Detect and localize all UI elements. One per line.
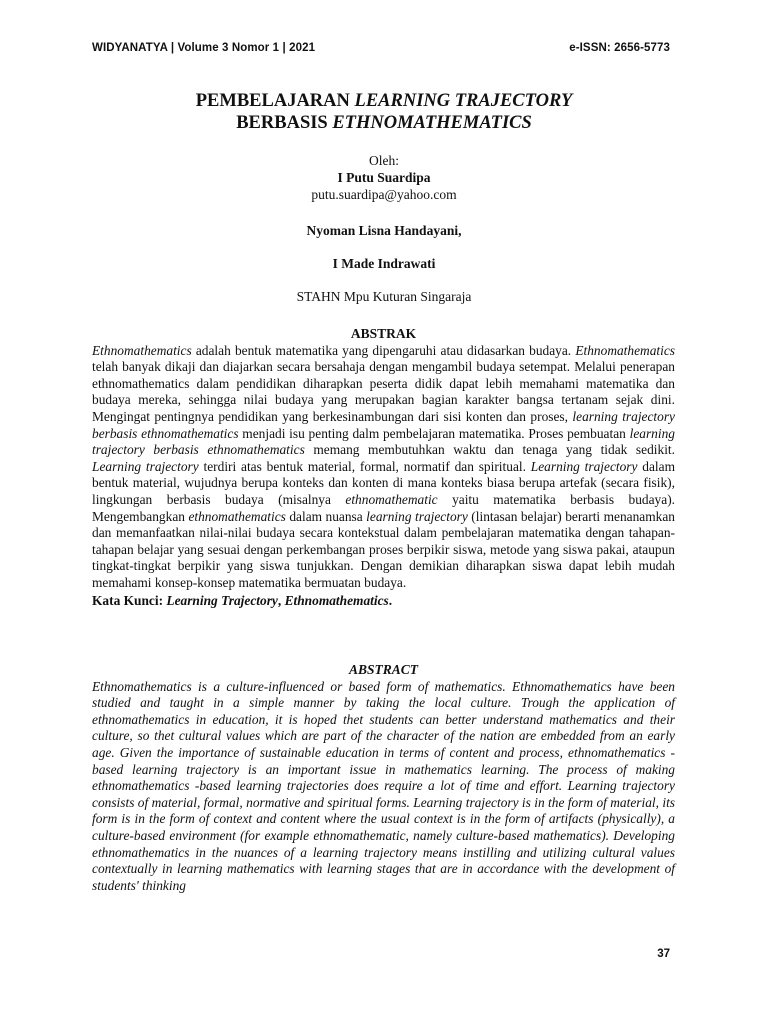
abstract-body: Ethnomathematics is a culture-influenced or based form of mathematics. Ethnomathematics have been studied and taught in a simple manner by taking the local culture. Trough the application of ethnomathematics in education, it is hoped thet students can better understand mathematics and their culture, so thet cultural values which are part of the character of the nation are embedded from an early age. Given the importance of sustainable education in terms of content and process, ethnomathematics -based learning trajectory is an important issue in mathematics learning. The process of making ethnomathematics -based learning trajectories does require a lot of time and effort. Learning trajectory consists of material, formal, normative and spiritual forms. Learning trajectory is in the form of material, its form is in the form of context and content where the usual context is in the form of artifacts (physically), a culture-based environment (for example ethnomathematic, namely culture-based mathematics). Developing ethnomathematics in the nuances of a learning trajectory means instilling and utilizing cultural values contextually in learning mathematics with learning stages that are in accordance with the development of students' thinking: [92, 678, 675, 893]
abstract-section: [92, 662, 675, 894]
issn: e-ISSN: 2656-5773: [569, 42, 670, 54]
keywords: Kata Kunci: Learning Trajectory, Ethnomathematics.: [92, 592, 393, 608]
affiliation: STAHN Mpu Kuturan Singaraja: [296, 289, 472, 304]
author-block: [0, 152, 768, 305]
author-name: I Putu Suardipa: [337, 170, 431, 185]
page-number: 37: [657, 948, 670, 960]
abstrak-heading: ABSTRAK: [350, 326, 417, 341]
journal-name: WIDYANATYA | Volume 3 Nomor 1 | 2021: [92, 42, 316, 54]
running-header: [92, 42, 670, 54]
oleh-label: Oleh:: [369, 153, 399, 168]
paper-title: PEMBELAJARAN LEARNING TRAJECTORY BERBASIS ETHNOMATHEMATICS: [195, 91, 573, 133]
author-name: I Made Indrawati: [332, 256, 436, 271]
abstrak-section: [92, 326, 675, 609]
abstrak-body: Ethnomathematics adalah bentuk matematika yang dipengaruhi atau didasarkan budaya. Ethnomathematics telah banyak dikaji dan diajarkan secara bersahaja dengan mengambil budaya setempat. Melalui penerapan ethnomathematics dalam pendidikan diharapkan peserta didik dapat lebih memahami matematika dan budaya mereka, sehingga nilai budaya yang merupakan bagian karakter bangsa tertanam sejak dini. Mengingat pentingnya pendidikan yang berkesinambungan dari sisi konten dan proses, learning trajectory berbasis ethnomathematics menjadi isu penting dalm pembelajaran matematika. Proses pembuatan learning trajectory berbasis ethnomathematics memang membutuhkan waktu dan tenaga yang tidak sedikit. Learning trajectory terdiri atas bentuk material, formal, normatif dan spiritual. Learning trajectory dalam bentuk material, wujudnya berupa konteks dan konten di mana konteks biasa berupa artefak (secara fisik), lingkungan berbasis budaya (misalnya ethnomathematic yaitu matematika berbasis budaya). Mengembangkan ethnomathematics dalam nuansa learning trajectory (lintasan belajar) berarti menanamkan dan memanfaatkan nilai-nilai budaya secara kontekstual dalam pembelajaran matematika dengan tahapan-tahapan belajar yang sesuai dengan perkembangan proses berpikir siswa, metode yang siswa pakai, ataupun tingkat-tingkat berpikir yang siswa tunjukkan. Dengan demikian diharapkan siswa dapat lebih mudah memahami konsep-konsep matematika bermuatan budaya.: [92, 342, 676, 590]
author-email: putu.suardipa@yahoo.com: [311, 187, 457, 202]
author-name: Nyoman Lisna Handayani,: [306, 223, 462, 238]
abstract-heading: ABSTRACT: [348, 662, 419, 677]
